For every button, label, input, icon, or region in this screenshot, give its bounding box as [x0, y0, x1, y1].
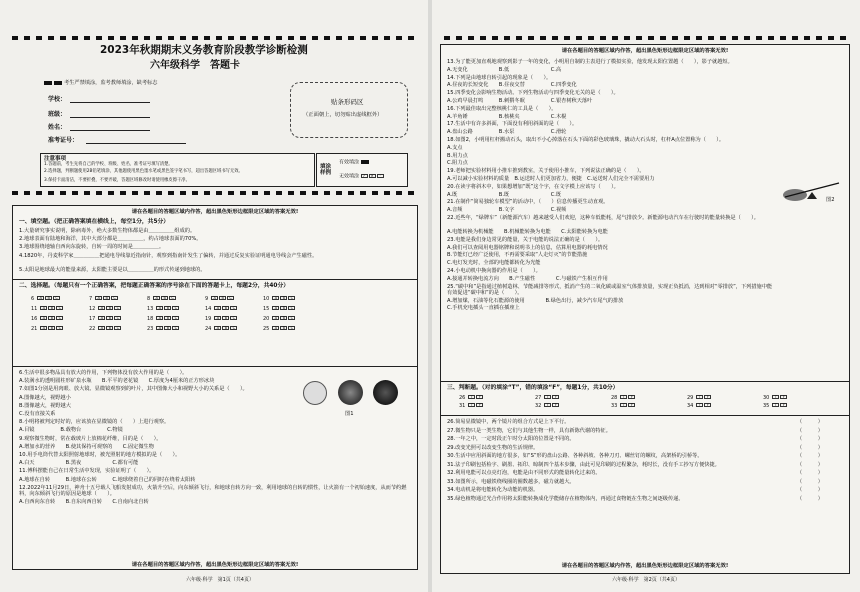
question-number: 20 [263, 315, 270, 322]
fill-q1[interactable]: 1.大量研究事实说明，除病毒外，绝大多数生物体都是由＿＿＿＿＿组成的。 [19, 228, 196, 234]
question-line: 14.下列是由地球自转引起的现象是（ ）。 [447, 74, 552, 81]
question-number: 26 [459, 394, 466, 401]
option-bubble[interactable]: B [106, 316, 113, 320]
answer-paren[interactable]: （ ） [797, 436, 823, 442]
answer-area-2 [440, 44, 850, 574]
question-line: 6.生活中很多物品具有放大的作用，下列物体没有放大作用的是（ ）。 [19, 370, 188, 376]
option-bubble[interactable]: B [280, 306, 287, 310]
judge-cell [763, 403, 839, 409]
question-line: 25.“碳中和”是指通过植树造林、节能减排等形式，抵消产生的二氧化碳或温室气体排放量，实现正负抵消，达到相对“零排放”，下列措施中能有效促进“碳中和”的是（ ）。 [447, 283, 773, 296]
choice-cell [205, 316, 263, 322]
question-line: 24.小电动机中换向器的作用是（ ）。 [447, 268, 541, 274]
option-bubble[interactable]: A [156, 326, 163, 330]
note-1: 1.答题前，考生先将自己的学校、班级、姓名、准考证号填写清楚。 [44, 162, 173, 167]
option-bubble[interactable]: A [95, 296, 102, 300]
answer-area [12, 205, 418, 570]
page-1-footer: 六年级·科学 第1页（共4页） [186, 577, 254, 583]
option-bubble[interactable]: B [164, 316, 171, 320]
answer-paren[interactable]: （ ） [797, 478, 823, 485]
tf-bubble[interactable]: T [468, 403, 475, 407]
question-line: A.自西向东自转 B.自东向西自转 C.自南向北自转 [19, 498, 149, 505]
option-bubble[interactable]: A [272, 326, 279, 330]
divider [13, 366, 417, 367]
option-bubble[interactable]: B [48, 316, 55, 320]
question-number: 14 [205, 305, 212, 312]
judge-grid-row [459, 395, 839, 401]
option-bubble[interactable]: C [288, 316, 295, 320]
option-bubble[interactable]: A [214, 326, 221, 330]
option-bubble[interactable]: A [211, 296, 218, 300]
question-line: 19.老师把实验材料用小推车推到教室，关于使用小推车，下列说法正确的是（ ）。 [447, 168, 645, 175]
option-bubble[interactable]: B [280, 316, 287, 320]
option-bubble[interactable]: A [40, 316, 47, 320]
choice-cell [31, 296, 89, 302]
question-number: 31 [459, 402, 466, 409]
sheet-subtitle: 六年级科学 答题卡 [150, 60, 240, 71]
option-bubble[interactable]: A [98, 326, 105, 330]
figure-2-label: 图2 [826, 197, 835, 203]
judge-cell [763, 395, 839, 401]
question-line: A.目镜 B.载物台 C.物镜 [19, 427, 123, 434]
option-bubble[interactable]: C [56, 306, 63, 310]
tf-bubble[interactable]: T [468, 395, 475, 399]
choice-cell [89, 326, 147, 332]
option-bubble[interactable]: A [98, 306, 105, 310]
question-number: 19 [205, 315, 212, 322]
choice-cell [89, 316, 147, 322]
choice-grid-row [31, 326, 321, 332]
section-judge-title: 三、判断题。（对的填涂“T”，错的填涂“F”，每题1分，共10分） [441, 381, 849, 392]
option-bubble[interactable]: C [53, 296, 60, 300]
answer-paren[interactable]: （ ） [797, 495, 823, 502]
option-bubble[interactable]: B [280, 326, 287, 330]
question-line: C.电灯发光时，全部的电能都转化为光能 [447, 260, 541, 267]
question-line: A.无变化 B.低 C.高 [447, 66, 562, 73]
tf-bubble[interactable]: T [772, 403, 779, 407]
option-bubble[interactable]: A [40, 306, 47, 310]
answer-paren[interactable]: （ ） [797, 487, 823, 493]
judge-question: 35.绿色植物通过光合作用将太阳能转换成化学能储存在植物体内，再通过食物链在生物之间逐级传递。 [447, 495, 684, 502]
fill-q3[interactable]: 3.地球围绕地轴自西向东旋转，自转一周的时间是＿＿＿＿＿。 [19, 244, 165, 250]
question-line: 15.四季变化会影响生物活动。下列生物活动与四季变化无关的是（ ）。 [447, 90, 619, 97]
choice-cell [147, 316, 205, 322]
top-dash-border-2 [444, 36, 850, 40]
option-bubble[interactable]: B [222, 316, 229, 320]
choice-grid-row [31, 316, 321, 322]
question-number: 22 [89, 325, 96, 332]
judge-cell [459, 395, 535, 401]
question-line: B.节能灯已经广泛使用，不再需要采取“人走灯灭”的节能措施 [447, 252, 588, 259]
judge-cell [611, 395, 687, 401]
choice-cell [263, 326, 321, 332]
exam-no-line[interactable] [86, 143, 186, 144]
answer-paren[interactable]: （ ） [797, 461, 823, 468]
question-number: 30 [763, 394, 770, 401]
option-bubble[interactable]: B [161, 296, 168, 300]
tf-bubble[interactable]: F [628, 395, 635, 399]
field-class: 班级： [48, 111, 67, 118]
option-bubble[interactable]: A [156, 316, 163, 320]
option-bubble[interactable]: A [153, 296, 160, 300]
choice-cell [147, 306, 205, 312]
option-bubble[interactable]: C [169, 296, 176, 300]
judge-cell [687, 403, 763, 409]
name-line[interactable] [70, 130, 150, 131]
question-line: A.增加水的营养 B.使其保持可观察的 C.固定微生物 [19, 443, 154, 450]
tf-bubble[interactable]: F [552, 403, 559, 407]
warning-text-2: 请在各题目的答题区域内作答，超出黑色矩形边框限定区域的答案无效! [561, 48, 729, 54]
question-number: 23 [147, 325, 154, 332]
question-number: 10 [263, 295, 270, 302]
question-line: B.用力点 [447, 152, 468, 159]
option-bubble[interactable]: A [272, 306, 279, 310]
option-bubble[interactable]: C [114, 316, 121, 320]
option-bubble[interactable]: C [172, 316, 179, 320]
question-number: 33 [611, 402, 618, 409]
wrong-fill: 无效填涂 ✓ ✕ · [339, 174, 385, 180]
question-line: 22.近些年，“绿牌车”（新能源汽车）越来越受人们欢迎，这种车低能耗，尾气排放少。新能源电动汽车在行驶时的能量转换是（ ）。 [447, 215, 759, 221]
fill-q5[interactable]: 5.太阳是地球最大的能量来源，太阳能主要是以＿＿＿＿＿的形式传递到地球的。 [19, 267, 206, 273]
choice-cell [205, 306, 263, 312]
question-line: 17.生活中有许多斜面，下面没有利用斜面的是（ ）。 [447, 121, 578, 128]
option-bubble[interactable]: A [214, 306, 221, 310]
question-number: 21 [31, 325, 38, 332]
question-number: 32 [535, 402, 542, 409]
choice-cell [31, 316, 89, 322]
tf-bubble[interactable]: F [704, 403, 711, 407]
option-bubble[interactable]: C [56, 326, 63, 330]
judge-cell [535, 395, 611, 401]
question-number: 18 [147, 315, 154, 322]
question-number: 17 [89, 315, 96, 322]
tf-bubble[interactable]: T [544, 395, 551, 399]
question-line: 9.观察微生物时，常在载玻片上放棉花纤维，目的是（ ）。 [19, 435, 162, 442]
tf-bubble[interactable]: F [704, 395, 711, 399]
fill-q4[interactable]: 4.1820年，丹麦科学家＿＿＿＿＿把通电导线靠近指南针，观察到指南针发生了偏转，并通过反复实验证明通电导线会产生磁性。 [19, 253, 318, 259]
lever-figure [781, 179, 845, 201]
question-number: 15 [263, 305, 270, 312]
option-bubble[interactable]: B [222, 306, 229, 310]
notes-box [40, 153, 315, 187]
option-bubble[interactable]: B [48, 306, 55, 310]
option-bubble[interactable]: C [288, 326, 295, 330]
question-line: 13.为了能更加直观地观察到影子一年的变化，小明用自制的主表进行了模拟实验，他发现太阳位置越（ ），影子就越短。 [447, 59, 733, 65]
judge-cell [687, 395, 763, 401]
question-line: 23.电能是我们身边常见的能量，关于电能的说法正确的是（ ）。 [447, 236, 604, 243]
judge-question: 27.微生物只是一类生物，它们与其他生物一样，具有新陈代谢的特征。 [447, 427, 611, 434]
question-number: 24 [205, 325, 212, 332]
fill-example-box [316, 153, 408, 187]
question-number: 11 [31, 305, 38, 312]
question-number: 25 [263, 325, 270, 332]
warning-text-2-bottom: 请在各题目的答题区域内作答，超出黑色矩形边框限定区域的答案无效! [561, 563, 729, 569]
question-number: 9 [205, 295, 209, 302]
tf-bubble[interactable]: F [780, 395, 787, 399]
note-3: 3.保持卡面清洁，不要折叠，不要弄破，答题区域修改时请使用橡皮擦干净。 [44, 178, 190, 183]
option-bubble[interactable]: B [280, 296, 287, 300]
option-bubble[interactable]: B [164, 306, 171, 310]
tf-bubble[interactable]: F [476, 395, 483, 399]
correct-fill: 有效填涂 [339, 160, 371, 166]
judge-question: 28.一年之中，一定时段正午时分太阳的位置是不同的。 [447, 436, 575, 442]
question-line: 12.2022年11月29日，神舟十五号载人飞船发射成功，火箭升空后，向东倾斜飞行，和地球自转方向一致，利用地球的自转的惯性，让火箭有一个初始速度，从而节约燃料，向东倾斜飞行的原因是地球（ ）。 [19, 484, 407, 497]
question-line: 10.用手电筒代替太阳照射地球时，被光照射的地方模拟的是（ ）。 [19, 452, 181, 458]
question-number: 12 [89, 305, 96, 312]
question-line: A.图像越大，视野越小 [19, 394, 71, 401]
option-bubble[interactable]: B [106, 306, 113, 310]
fill-example-label: 填涂样例 [320, 164, 332, 177]
question-line: A.支点 [447, 144, 463, 151]
question-line: A.我们可以查阅用电器铭牌和说明书上的信息，估算用电器的耗电情况 [447, 244, 608, 251]
choice-cell [89, 296, 147, 302]
option-bubble[interactable]: C [114, 306, 121, 310]
option-bubble[interactable]: B [219, 296, 226, 300]
question-number: 7 [89, 295, 93, 302]
question-line: A.可以减小实验材料的质量 B.运送时人们更加省力，便捷 C.运送时人们完全不需要用力 [447, 176, 655, 182]
leaf-magnifier-image [338, 380, 363, 405]
note-2: 2.选择题，判断题使用2B铅笔填涂，其他题使用黑色墨水笔或黑色签字笔书写，超出答题区域书写无效。 [44, 169, 243, 174]
answer-sheet-page-2 [432, 0, 860, 592]
judge-question: 26.简易显微镜中，两个镜片的组合方式是上下平行。 [447, 419, 570, 425]
option-bubble[interactable]: B [164, 326, 171, 330]
question-line: C.手机充电插头一直插在插座上 [447, 305, 520, 312]
top-dash-border [12, 36, 418, 40]
section-fill-title: 一、填空题。（把正确答案填在横线上，每空1分，共5分） [19, 219, 170, 225]
choice-cell [147, 296, 205, 302]
choice-cell [263, 296, 321, 302]
tf-bubble[interactable]: T [772, 395, 779, 399]
option-bubble[interactable]: A [272, 296, 279, 300]
tf-bubble[interactable]: T [544, 403, 551, 407]
judge-cell [611, 403, 687, 409]
field-exam-no: 准考证号： [48, 137, 79, 144]
option-bubble[interactable]: A [156, 306, 163, 310]
choice-grid-row [31, 296, 321, 302]
tf-bubble[interactable]: F [552, 395, 559, 399]
question-line: A.羊角锤 B.核桃夹 C.木棍 [447, 113, 567, 120]
judge-question: 33.如图所示，电磁铁绕线圈的圈数越多，磁力就越大。 [447, 478, 575, 485]
question-number: 27 [535, 394, 542, 401]
question-line: A.音频 B.文字 C.视频 [447, 207, 567, 214]
page-2-footer: 六年级·科学 第2页（共4页） [612, 577, 680, 583]
option-bubble[interactable]: C [288, 296, 295, 300]
judge-question: 31.法子印刷包括检字、刷墨、拓印、晾制四个基本步骤，由此可见印刷的过程繁杂，耗时长，没有手工抄写方便快捷。 [447, 461, 720, 468]
tf-bubble[interactable]: F [628, 403, 635, 407]
question-line: A.电能转换为机械能 B.机械能转换为电能 C.太阳能转换为电能 [447, 229, 608, 235]
judge-question: 29.改变光照可以改变生物的生活规律。 [447, 444, 539, 451]
leaf-eye-image [303, 381, 327, 405]
notes-title: 注意事项 [44, 156, 67, 162]
barcode-title: 贴条形码区 [331, 98, 364, 106]
question-line: A.接通并转换电流方向 B.产生磁性 C.与磁铁产生相互作用 [447, 275, 608, 282]
fill-q2[interactable]: 2.地球表面有陆地和海洋，其中大部分都是＿＿＿＿＿，约占地球表面的70%。 [19, 236, 202, 242]
tf-bubble[interactable]: F [476, 403, 483, 407]
choice-cell [263, 306, 321, 312]
choice-cell [205, 296, 263, 302]
question-line: A.白天 B.黑夜 C.都有可能 [19, 460, 139, 467]
question-number: 35 [763, 402, 770, 409]
question-number: 8 [147, 295, 151, 302]
choice-grid-row [31, 306, 321, 312]
question-line: 8.小明将被判定时好的，应该放在显微镜的（ ）上进行观察。 [19, 419, 170, 426]
section-choice-title: 二、选择题。（每题只有一个正确答案，把每题正确答案的序号涂在下面的答题卡上，每题2分，共40分） [13, 279, 417, 290]
choice-cell [263, 316, 321, 322]
question-line: A.公鸡早晨打鸣 B.刺猬冬眠 C.银杏树秋天落叶 [447, 98, 593, 104]
option-bubble[interactable]: A [98, 316, 105, 320]
school-line[interactable] [70, 102, 150, 103]
judge-cell [535, 403, 611, 409]
answer-paren[interactable]: （ ） [797, 444, 823, 451]
warning-text: 请在各题目的答题区域内作答，超出黑色矩形边框限定区域的答案无效! [131, 209, 299, 215]
choice-cell [89, 306, 147, 312]
question-line: C.阻力点 [447, 160, 468, 167]
question-line: B.图像越大，视野越大 [19, 402, 71, 409]
mid-dash-border [12, 191, 418, 195]
option-bubble[interactable]: B [103, 296, 110, 300]
option-bubble[interactable]: A [272, 316, 279, 320]
option-bubble[interactable]: A [37, 296, 44, 300]
class-line[interactable] [70, 117, 150, 118]
question-line: A.既 B.既 C.既 [447, 191, 562, 198]
answer-paren[interactable]: （ ） [797, 453, 823, 459]
option-bubble[interactable]: C [172, 306, 179, 310]
judge-question: 32.利用电能可以点亮灯泡，电能是由不同形式的能量转化过来的。 [447, 470, 601, 476]
judge-cell [459, 403, 535, 409]
question-line: 11.傅科摆能自己在日常生活中发现，实验证明了（ ）。 [19, 468, 155, 475]
figure-1-label: 图1 [345, 411, 354, 417]
leaf-microscope-image [373, 380, 398, 405]
tf-bubble[interactable]: T [696, 403, 703, 407]
option-bubble[interactable]: B [106, 326, 113, 330]
choice-cell [31, 326, 89, 332]
answer-paren[interactable]: （ ） [797, 419, 823, 425]
option-bubble[interactable]: C [114, 326, 121, 330]
question-line: A.昼夜的长短变化 B.昼夜交替 C.四季变化 [447, 82, 577, 89]
question-line: 18.如图2，小明用杠杆搬动石头，取出不小心掉落在石头下面的彩色玻璃珠，撬动大石头时，杠杆A点位置称为（ ）。 [447, 137, 725, 143]
question-line: A.装满水的透明圆柱形矿泉水瓶 B.平平的老花镜 C.厚度为4厘米的正方形冰块 [19, 378, 215, 385]
judge-grid-row [459, 403, 839, 409]
judge-question: 30.生活中应用斜面的地方很多，如“S”形的盘山公路、各种斜坡、各种刀刃、螺丝钉的螺纹，高架桥的引桥等。 [447, 453, 703, 459]
choice-cell [147, 326, 205, 332]
tf-bubble[interactable]: T [696, 395, 703, 399]
question-line: A.地球在自转 B.地球在公转 C.地球绕着自己的同时在绕着太阳转 [19, 476, 196, 483]
option-bubble[interactable]: C [111, 296, 118, 300]
question-number: 6 [31, 295, 35, 302]
question-line: A.盘山公路 B.水泵 C.滑轮 [447, 129, 567, 136]
question-line: A.增加煤，石油等化石能源的使用 B.绿色出行，减少汽车尾气的排放 [447, 297, 624, 304]
question-line: 7.如图1分别是用肉眼、放大镜、显微镜观察到的叶片，其中图像大小和视野大小的关系是（ ）。 [19, 386, 248, 393]
question-line: 21.在制作“简易独轮车模型”的活动中，（ ）信息传播更生动直观。 [447, 199, 609, 206]
question-number: 29 [687, 394, 694, 401]
question-number: 28 [611, 394, 618, 401]
barcode-note: （正面朝上，切勿贴出虚线框外） [303, 112, 383, 118]
option-bubble[interactable]: B [48, 326, 55, 330]
judge-question: 34.电动机是将电能转化为动能的机器。 [447, 487, 539, 493]
tf-bubble[interactable]: F [780, 403, 787, 407]
answer-paren[interactable]: （ ） [797, 470, 823, 476]
field-name: 姓名： [48, 124, 67, 131]
field-school: 学校： [48, 96, 67, 103]
answer-sheet-page-1 [0, 0, 428, 592]
question-line: C.没有直接关系 [19, 411, 56, 417]
barcode-area [290, 82, 408, 138]
option-bubble[interactable]: B [222, 326, 229, 330]
option-bubble[interactable]: C [230, 326, 237, 330]
question-line: 16.下列最佳取出完整核桃仁的工具是（ ）。 [447, 105, 557, 112]
option-bubble[interactable]: C [230, 316, 237, 320]
warning-text-bottom: 请在各题目的答题区域内作答，超出黑色矩形边框限定区域的答案无效! [131, 562, 299, 568]
tf-bubble[interactable]: T [620, 395, 627, 399]
answer-paren[interactable]: （ ） [797, 427, 823, 434]
choice-cell [205, 326, 263, 332]
divider-2 [441, 415, 849, 416]
option-bubble[interactable]: C [56, 316, 63, 320]
option-bubble[interactable]: A [214, 316, 221, 320]
question-line: 20.在读字将斜木中，如果想增加“既”这个字，在文字模上应该写（ ）。 [447, 183, 619, 190]
option-bubble[interactable]: C [230, 306, 237, 310]
option-bubble[interactable]: C [227, 296, 234, 300]
option-bubble[interactable]: B [45, 296, 52, 300]
tf-bubble[interactable]: T [620, 403, 627, 407]
option-bubble[interactable]: C [288, 306, 295, 310]
question-number: 13 [147, 305, 154, 312]
question-number: 16 [31, 315, 38, 322]
question-number: 34 [687, 402, 694, 409]
option-bubble[interactable]: A [40, 326, 47, 330]
absent-mark[interactable] [44, 81, 52, 85]
absent-note: 考生严禁填涂，监考教师填涂，缺考标志 [44, 80, 157, 86]
option-bubble[interactable]: C [172, 326, 179, 330]
choice-cell [31, 306, 89, 312]
exam-title: 2023年秋期期末义务教育阶段教学诊断检测 [100, 44, 308, 56]
